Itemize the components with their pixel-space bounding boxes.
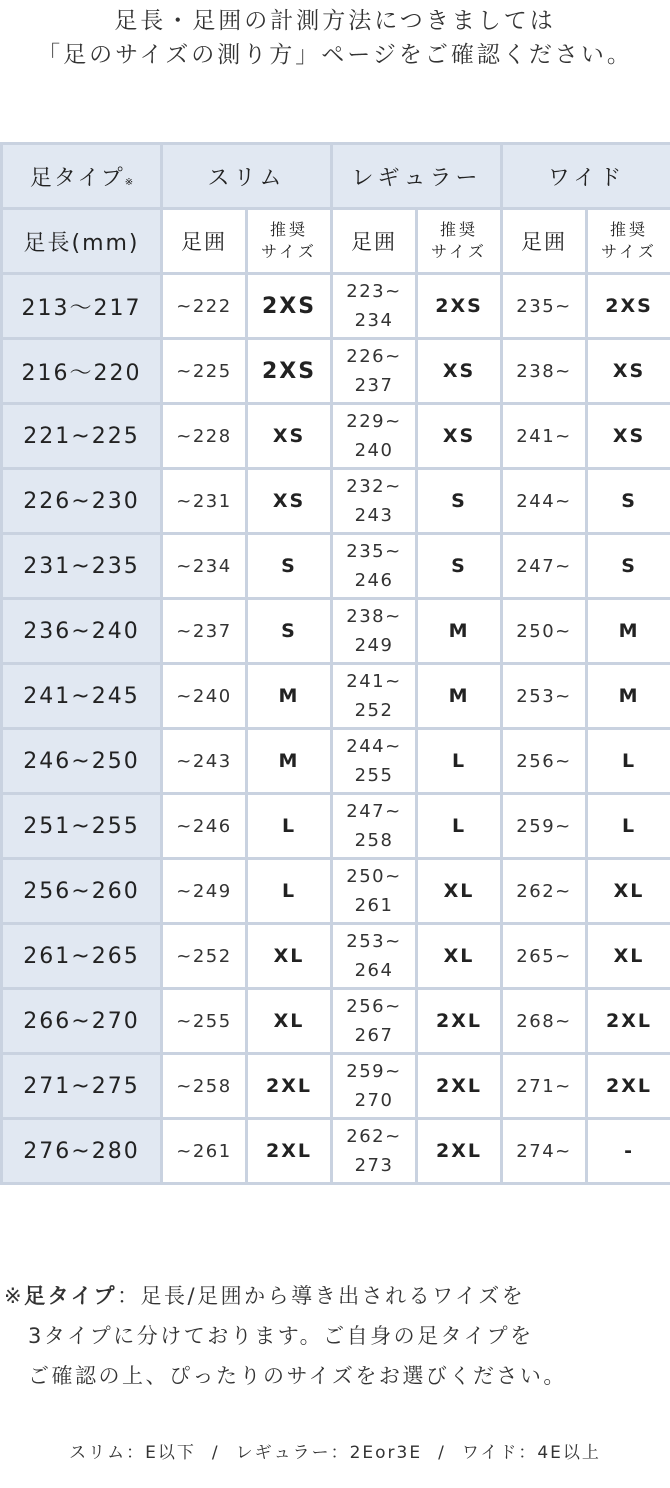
slim-girth-cell: ~243 xyxy=(162,729,247,794)
slim-size-cell: XS xyxy=(247,469,332,534)
size-row xyxy=(2,664,670,729)
legend-separator: / xyxy=(438,1443,446,1463)
wide-size-cell: XL xyxy=(587,924,670,989)
rec-header-wide xyxy=(587,209,670,274)
rec-header-slim xyxy=(247,209,332,274)
regular-girth-cell xyxy=(332,599,417,664)
rec-header-regular xyxy=(417,209,502,274)
regular-girth-to: 252 xyxy=(354,700,394,721)
regular-girth-cell xyxy=(332,404,417,469)
slim-size-cell: XL xyxy=(247,924,332,989)
slim-size-cell: M xyxy=(247,664,332,729)
wide-size-cell: L xyxy=(587,794,670,859)
size-row xyxy=(2,534,670,599)
regular-size-cell: 2XS xyxy=(417,274,502,339)
header-row-types xyxy=(2,144,670,209)
regular-girth-to: 237 xyxy=(354,375,394,396)
regular-girth-to: 255 xyxy=(354,765,394,786)
foot-length-cell: 266~270 xyxy=(2,989,162,1054)
slim-girth-cell: ~249 xyxy=(162,859,247,924)
regular-girth-cell xyxy=(332,1054,417,1119)
legend-wide: ワイド：4E以上 xyxy=(461,1443,601,1463)
regular-girth-cell xyxy=(332,664,417,729)
regular-size-cell: L xyxy=(417,729,502,794)
regular-girth-to: 267 xyxy=(354,1025,394,1046)
wide-girth-cell: 265~ xyxy=(502,924,587,989)
foot-type-mark: ※ xyxy=(124,176,134,188)
wide-girth-cell: 259~ xyxy=(502,794,587,859)
foot-length-cell: 246~250 xyxy=(2,729,162,794)
size-chart-table xyxy=(0,142,670,1185)
foot-length-cell: 231~235 xyxy=(2,534,162,599)
wide-size-cell: - xyxy=(587,1119,670,1184)
regular-girth-from: 250~ xyxy=(346,866,402,887)
slim-girth-cell: ~255 xyxy=(162,989,247,1054)
regular-girth-cell xyxy=(332,274,417,339)
wide-girth-cell: 244~ xyxy=(502,469,587,534)
size-row xyxy=(2,274,670,339)
note-line-3: ご確認の上、ぴったりのサイズをお選びください。 xyxy=(28,1364,567,1388)
size-row xyxy=(2,794,670,859)
regular-girth-to: 246 xyxy=(354,570,394,591)
size-row xyxy=(2,404,670,469)
regular-girth-from: 262~ xyxy=(346,1126,402,1147)
foot-length-cell: 261~265 xyxy=(2,924,162,989)
slim-size-cell: XS xyxy=(247,404,332,469)
slim-girth-cell: ~234 xyxy=(162,534,247,599)
wide-size-cell: L xyxy=(587,729,670,794)
slim-girth-cell: ~258 xyxy=(162,1054,247,1119)
rec-header-line1: 推奨 xyxy=(440,220,479,239)
wide-girth-cell: 238~ xyxy=(502,339,587,404)
wide-size-cell: 2XL xyxy=(587,989,670,1054)
regular-girth-from: 244~ xyxy=(346,736,402,757)
regular-size-cell: 2XL xyxy=(417,1054,502,1119)
size-row xyxy=(2,1054,670,1119)
regular-girth-from: 232~ xyxy=(346,476,402,497)
rec-header-line2: サイズ xyxy=(431,242,487,261)
regular-girth-from: 238~ xyxy=(346,606,402,627)
note-line-1-text: ：足長/足囲から導き出されるワイズを xyxy=(117,1284,526,1308)
rec-header-line1: 推奨 xyxy=(270,220,309,239)
regular-girth-cell xyxy=(332,339,417,404)
regular-girth-from: 247~ xyxy=(346,801,402,822)
wide-girth-cell: 271~ xyxy=(502,1054,587,1119)
foot-length-cell: 213〜217 xyxy=(2,274,162,339)
size-row xyxy=(2,989,670,1054)
slim-girth-cell: ~246 xyxy=(162,794,247,859)
regular-size-cell: XS xyxy=(417,339,502,404)
legend-slim: スリム：E以下 xyxy=(69,1443,196,1463)
foot-length-cell: 216〜220 xyxy=(2,339,162,404)
regular-girth-to: 258 xyxy=(354,830,394,851)
regular-size-cell: 2XL xyxy=(417,989,502,1054)
girth-header-wide: 足囲 xyxy=(502,209,587,274)
regular-size-cell: XS xyxy=(417,404,502,469)
size-row xyxy=(2,339,670,404)
wide-girth-cell: 235~ xyxy=(502,274,587,339)
slim-girth-cell: ~228 xyxy=(162,404,247,469)
regular-girth-to: 261 xyxy=(354,895,394,916)
regular-girth-to: 273 xyxy=(354,1155,394,1176)
regular-girth-from: 235~ xyxy=(346,541,402,562)
slim-size-cell: S xyxy=(247,534,332,599)
slim-size-cell: M xyxy=(247,729,332,794)
wide-girth-cell: 247~ xyxy=(502,534,587,599)
intro-line-1: 足長・足囲の計測方法につきましては xyxy=(114,8,556,34)
regular-size-cell: M xyxy=(417,599,502,664)
slim-size-cell: XL xyxy=(247,989,332,1054)
type-header-wide: ワイド xyxy=(502,144,670,209)
wide-size-cell: M xyxy=(587,664,670,729)
regular-girth-cell xyxy=(332,989,417,1054)
regular-girth-cell xyxy=(332,794,417,859)
width-legend xyxy=(0,1438,670,1463)
slim-size-cell: L xyxy=(247,794,332,859)
regular-girth-cell xyxy=(332,469,417,534)
regular-girth-cell xyxy=(332,534,417,599)
slim-girth-cell: ~237 xyxy=(162,599,247,664)
regular-size-cell: XL xyxy=(417,859,502,924)
wide-girth-cell: 274~ xyxy=(502,1119,587,1184)
slim-size-cell: 2XL xyxy=(247,1054,332,1119)
regular-size-cell: S xyxy=(417,469,502,534)
regular-girth-from: 223~ xyxy=(346,281,402,302)
wide-girth-cell: 250~ xyxy=(502,599,587,664)
regular-girth-cell xyxy=(332,1119,417,1184)
slim-girth-cell: ~231 xyxy=(162,469,247,534)
foot-length-cell: 221~225 xyxy=(2,404,162,469)
length-header: 足長(mm) xyxy=(2,209,162,274)
regular-girth-from: 259~ xyxy=(346,1061,402,1082)
wide-size-cell: M xyxy=(587,599,670,664)
rec-header-line2: サイズ xyxy=(601,242,657,261)
size-row xyxy=(2,1119,670,1184)
regular-girth-cell xyxy=(332,729,417,794)
slim-girth-cell: ~261 xyxy=(162,1119,247,1184)
regular-girth-cell xyxy=(332,859,417,924)
foot-type-label: 足タイプ xyxy=(29,165,125,191)
wide-girth-cell: 241~ xyxy=(502,404,587,469)
legend-regular: レギュラー：2Eor3E xyxy=(235,1443,423,1463)
wide-girth-cell: 253~ xyxy=(502,664,587,729)
size-row xyxy=(2,469,670,534)
slim-size-cell: 2XS xyxy=(247,274,332,339)
regular-girth-cell xyxy=(332,924,417,989)
foot-length-cell: 271~275 xyxy=(2,1054,162,1119)
size-row xyxy=(2,924,670,989)
header-row-columns xyxy=(2,209,670,274)
wide-size-cell: XL xyxy=(587,859,670,924)
note-line-1 xyxy=(4,1276,666,1316)
wide-size-cell: S xyxy=(587,469,670,534)
foot-length-cell: 276~280 xyxy=(2,1119,162,1184)
slim-size-cell: 2XS xyxy=(247,339,332,404)
slim-size-cell: 2XL xyxy=(247,1119,332,1184)
slim-size-cell: S xyxy=(247,599,332,664)
girth-header-slim: 足囲 xyxy=(162,209,247,274)
size-row xyxy=(2,599,670,664)
intro-line-2: 「足のサイズの測り方」ページをご確認ください。 xyxy=(37,42,633,68)
regular-girth-to: 243 xyxy=(354,505,394,526)
foot-length-cell: 241~245 xyxy=(2,664,162,729)
wide-girth-cell: 268~ xyxy=(502,989,587,1054)
girth-header-regular: 足囲 xyxy=(332,209,417,274)
legend-separator: / xyxy=(211,1443,220,1463)
wide-girth-cell: 262~ xyxy=(502,859,587,924)
regular-girth-to: 249 xyxy=(354,635,394,656)
note-line-2: 3タイプに分けております。ご自身の足タイプを xyxy=(28,1324,534,1348)
size-row xyxy=(2,729,670,794)
regular-girth-to: 234 xyxy=(354,310,394,331)
regular-girth-to: 264 xyxy=(354,960,394,981)
wide-size-cell: XS xyxy=(587,404,670,469)
regular-girth-from: 229~ xyxy=(346,411,402,432)
regular-size-cell: L xyxy=(417,794,502,859)
regular-girth-to: 240 xyxy=(354,440,394,461)
foot-type-note xyxy=(4,1276,666,1396)
regular-girth-to: 270 xyxy=(354,1090,394,1111)
regular-size-cell: M xyxy=(417,664,502,729)
wide-size-cell: XS xyxy=(587,339,670,404)
rec-header-line1: 推奨 xyxy=(610,220,649,239)
rec-header-line2: サイズ xyxy=(261,242,317,261)
note-term: 足タイプ xyxy=(24,1284,118,1308)
regular-size-cell: 2XL xyxy=(417,1119,502,1184)
wide-size-cell: S xyxy=(587,534,670,599)
slim-size-cell: L xyxy=(247,859,332,924)
intro-text xyxy=(0,4,670,72)
foot-length-cell: 256~260 xyxy=(2,859,162,924)
slim-girth-cell: ~240 xyxy=(162,664,247,729)
regular-girth-from: 226~ xyxy=(346,346,402,367)
regular-girth-from: 241~ xyxy=(346,671,402,692)
wide-size-cell: 2XS xyxy=(587,274,670,339)
regular-size-cell: XL xyxy=(417,924,502,989)
foot-length-cell: 251~255 xyxy=(2,794,162,859)
foot-length-cell: 226~230 xyxy=(2,469,162,534)
regular-size-cell: S xyxy=(417,534,502,599)
slim-girth-cell: ~252 xyxy=(162,924,247,989)
foot-type-header xyxy=(2,144,162,209)
wide-girth-cell: 256~ xyxy=(502,729,587,794)
regular-girth-from: 253~ xyxy=(346,931,402,952)
size-row xyxy=(2,859,670,924)
slim-girth-cell: ~222 xyxy=(162,274,247,339)
slim-girth-cell: ~225 xyxy=(162,339,247,404)
type-header-regular: レギュラー xyxy=(332,144,502,209)
type-header-slim: スリム xyxy=(162,144,332,209)
wide-size-cell: 2XL xyxy=(587,1054,670,1119)
note-mark: ※ xyxy=(4,1284,25,1308)
foot-length-cell: 236~240 xyxy=(2,599,162,664)
regular-girth-from: 256~ xyxy=(346,996,402,1017)
